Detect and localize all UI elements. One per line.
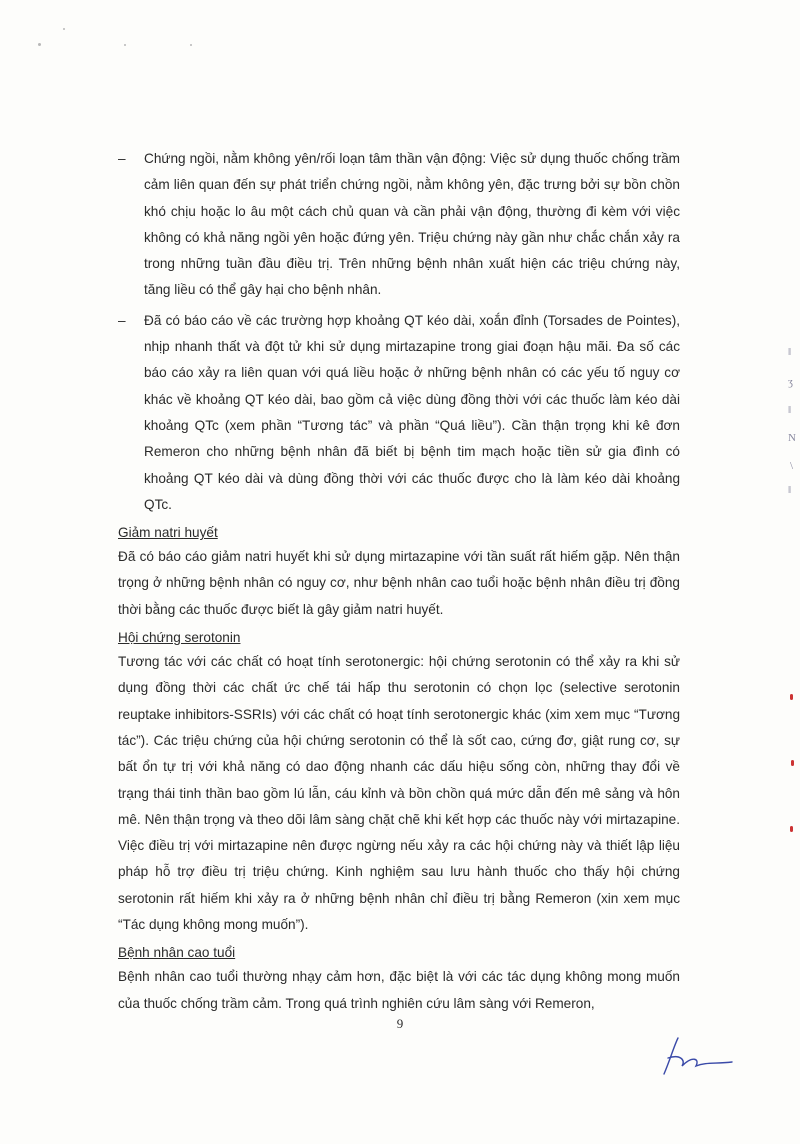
scan-speck xyxy=(38,43,41,46)
document-body xyxy=(118,146,680,1017)
page-number: 9 xyxy=(396,1016,404,1031)
section-heading: Giảm natri huyết xyxy=(118,525,218,541)
scan-artifact: \ xyxy=(790,460,794,472)
bullet-item xyxy=(118,308,680,518)
scan-artifact: ǁ xyxy=(788,346,792,358)
bullet-marker: – xyxy=(118,151,126,166)
scan-speck xyxy=(63,28,65,30)
section-paragraph: Tương tác với các chất có hoạt tính serotonergic: hội chứng serotonin có thể xảy ra khi sử dụng đồng thời các chất ức chế tái hấp thu serotonin có chọn lọc (selective serotonin reuptake inhibitors-SSRIs) với các chất có hoạt tính serotonergic khác (xim xem mục “Tương tác”). Các triệu chứng của hội chứng serotonin có thể là sốt cao, cứng đơ, giật rung cơ, sự bất ổn tự trị với khả năng có dao động nhanh các dấu hiệu sống còn, những thay đổi về trạng thái tinh thần bao gồm lú lẫn, cáu kỉnh và bồn chồn quá mức dẫn đến mê sảng và hôn mê. Nên thận trọng và theo dõi lâm sàng chặt chẽ khi kết hợp các thuốc này với mirtazapine. Việc điều trị với mirtazapine nên được ngừng nếu xảy ra các hội chứng này và thiết lập liệu pháp hỗ trợ điều trị triệu chứng. Kinh nghiệm sau lưu hành thuốc cho thấy hội chứng serotonin rất hiếm khi xảy ra ở những bệnh nhân chỉ điều trị bằng Remeron (xin xem mục “Tác dụng không mong muốn”). xyxy=(118,654,680,933)
section-paragraph: Đã có báo cáo giảm natri huyết khi sử dụng mirtazapine với tần suất rất hiếm gặp. Nên thận trọng ở những bệnh nhân có nguy cơ, như bệnh nhân cao tuổi hoặc bệnh nhân điều trị đồng thời bằng các thuốc được biết là gây giảm natri huyết. xyxy=(118,549,680,617)
signature-mark xyxy=(660,1036,740,1080)
section-paragraph: Bệnh nhân cao tuổi thường nhạy cảm hơn, đặc biệt là với các tác dụng không mong muốn của thuốc chống trầm cảm. Trong quá trình nghiên cứu lâm sàng với Remeron, xyxy=(118,969,680,1011)
scan-artifact: ǁ xyxy=(788,404,792,416)
scan-artifact: ǁ xyxy=(788,484,792,496)
section-heading: Hội chứng serotonin xyxy=(118,630,241,646)
scan-speck xyxy=(124,44,126,46)
bullet-marker: – xyxy=(118,312,126,328)
scan-artifact xyxy=(791,760,794,766)
bullet-item xyxy=(118,146,680,304)
scan-artifact xyxy=(790,694,793,700)
scan-speck xyxy=(190,44,192,46)
scan-artifact: N xyxy=(788,432,796,444)
section-heading: Bệnh nhân cao tuổi xyxy=(118,945,236,961)
scan-artifact xyxy=(790,826,793,832)
bullet-text: Chứng ngồi, nằm không yên/rối loạn tâm thần vận động: Việc sử dụng thuốc chống trầm cảm liên quan đến sự phát triển chứng ngồi, nằm không yên, đặc trưng bởi sự bồn chồn khó chịu hoặc lo âu một cách chủ quan và cần phải vận động, thường đi kèm với việc không có khả năng ngồi yên hoặc đứng yên. Triệu chứng này gần như chắc chắn xảy ra trong những tuần đầu điều trị. Trên những bệnh nhân xuất hiện các triệu chứng này, tăng liều có thể gây hại cho bệnh nhân. xyxy=(144,151,680,298)
scan-artifact: ʒ xyxy=(788,376,793,388)
bullet-text: Đã có báo cáo về các trường hợp khoảng QT kéo dài, xoắn đỉnh (Torsades de Pointes), nhịp nhanh thất và đột tử khi sử dụng mirtazapine trong giai đoạn hậu mãi. Đa số các báo cáo xảy ra liên quan với quá liều hoặc ở những bệnh nhân có các yếu tố nguy cơ khác về khoảng QT kéo dài, bao gồm cả việc dùng đồng thời với các thuốc làm kéo dài khoảng QTc (xem phần “Tương tác” và phần “Quá liều”). Cần thận trọng khi kê đơn Remeron cho những bệnh nhân đã biết bị bệnh tim mạch hoặc tiền sử gia đình có khoảng QT kéo dài và dùng đồng thời với các thuốc được cho là làm kéo dài khoảng QTc. xyxy=(144,312,680,512)
